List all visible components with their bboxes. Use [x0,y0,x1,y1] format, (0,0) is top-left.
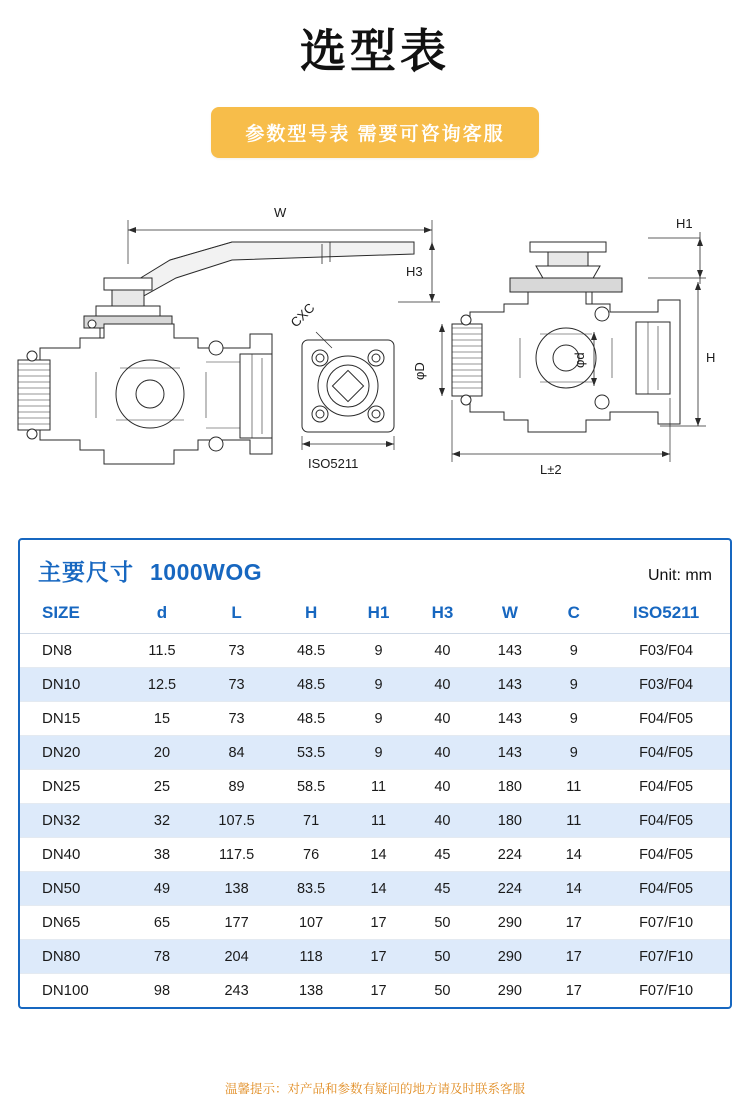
cell-size: DN10 [20,668,127,702]
cell-h3: 50 [410,906,474,940]
subtitle-banner [0,107,750,158]
cell-size: DN50 [20,872,127,906]
cell-h3: 40 [410,702,474,736]
cell-size: DN40 [20,838,127,872]
cell-c: 9 [545,702,602,736]
cell-c: 17 [545,906,602,940]
cell-size: DN100 [42,982,89,999]
cell-l: 107.5 [198,804,276,838]
cell-h1: 17 [370,982,387,999]
cell-size: DN20 [20,736,127,770]
cell-w: 224 [474,872,545,906]
cell-d: 15 [127,702,198,736]
table-row [20,668,730,702]
cell-iso: F03/F04 [602,668,730,702]
cell-h3: 40 [410,770,474,804]
cell-d: 20 [127,736,198,770]
valve-technical-drawing [0,172,750,502]
table-row [20,702,730,736]
column-header-iso5211: ISO5211 [602,595,730,634]
cell-h3: 45 [410,838,474,872]
dim-label-h: H [706,350,716,366]
column-header-d: d [127,595,198,634]
cell-d: 98 [153,982,171,999]
table-row [20,838,730,872]
cell-w: 180 [474,804,545,838]
cell-iso: F04/F05 [602,804,730,838]
cell-l: 84 [198,736,276,770]
cell-iso: F04/F05 [602,770,730,804]
cell-c: 9 [545,634,602,668]
column-header-h: H [276,595,347,634]
cell-h1: 14 [347,838,411,872]
cell-h: 118 [276,940,347,974]
dim-label-l: L±2 [540,462,562,478]
cell-h: 83.5 [276,872,347,906]
cell-h3: 50 [434,982,451,999]
column-header-h3: H3 [410,595,474,634]
cell-size: DN25 [20,770,127,804]
cell-h: 71 [276,804,347,838]
cell-h1: 17 [347,940,411,974]
cell-h: 76 [276,838,347,872]
subtitle-pill: 参数型号表 需要可咨询客服 [211,107,538,158]
cell-w: 224 [474,838,545,872]
cell-size: DN32 [20,804,127,838]
cell-c: 14 [545,838,602,872]
dim-label-phi-d-small: φd [572,352,587,369]
cell-d: 25 [127,770,198,804]
table-row [20,974,730,1008]
cell-h: 48.5 [276,668,347,702]
cell-iso: F03/F04 [602,634,730,668]
cell-h1: 9 [347,668,411,702]
cell-l: 177 [198,906,276,940]
cell-iso: F04/F05 [602,702,730,736]
cell-h3: 50 [410,940,474,974]
cell-h: 107 [276,906,347,940]
dimensions-table-card [18,538,732,1009]
cell-w: 143 [474,702,545,736]
cell-l: 117.5 [198,838,276,872]
cell-size: DN80 [20,940,127,974]
cell-iso: F04/F05 [602,872,730,906]
cell-d: 38 [127,838,198,872]
table-unit: Unit: mm [648,567,712,584]
cell-c: 17 [545,940,602,974]
cell-d: 78 [127,940,198,974]
footnote-text: 对产品和参数有疑问的地方请及时联系客服 [287,1082,526,1096]
column-header-w: W [474,595,545,634]
cell-h1: 11 [347,804,411,838]
cell-h3: 40 [410,668,474,702]
column-header-c: C [545,595,602,634]
cell-iso: F07/F10 [602,940,730,974]
cell-size: DN15 [20,702,127,736]
cell-h1: 14 [347,872,411,906]
table-header-row [20,595,730,634]
cell-l: 73 [198,668,276,702]
table-row [20,804,730,838]
table-row [20,634,730,668]
cell-h3: 40 [410,804,474,838]
cell-h: 48.5 [276,634,347,668]
cell-size: DN8 [20,634,127,668]
dim-label-cxc: CXC [287,300,318,331]
table-row [20,940,730,974]
dim-label-phi-d-big: φD [412,362,427,381]
cell-iso: F07/F10 [602,906,730,940]
cell-h: 48.5 [276,702,347,736]
column-header-h1: H1 [347,595,411,634]
cell-c: 9 [545,736,602,770]
cell-h1: 9 [347,736,411,770]
cell-l: 73 [198,702,276,736]
dim-label-w: W [274,205,287,221]
cell-l: 243 [224,982,249,999]
cell-iso: F07/F10 [639,982,694,999]
table-row [20,736,730,770]
cell-h: 53.5 [276,736,347,770]
cell-d: 12.5 [127,668,198,702]
footnote-label: 温馨提示： [224,1082,288,1096]
cell-w: 180 [474,770,545,804]
column-header-size: SIZE [20,595,127,634]
cell-h: 58.5 [276,770,347,804]
cell-w: 290 [474,940,545,974]
cell-size: DN65 [20,906,127,940]
cell-c: 17 [565,982,582,999]
cell-w: 143 [474,634,545,668]
table-row [20,872,730,906]
cell-c: 11 [545,770,602,804]
cell-l: 89 [198,770,276,804]
column-header-l: L [198,595,276,634]
cell-l: 204 [198,940,276,974]
cell-d: 49 [127,872,198,906]
cell-iso: F04/F05 [602,838,730,872]
cell-c: 14 [545,872,602,906]
label-iso5211: ISO5211 [308,456,359,472]
table-row [20,906,730,940]
dimensions-table [20,595,730,1007]
table-row [20,770,730,804]
footnote [0,1079,750,1097]
cell-d: 65 [127,906,198,940]
cell-h3: 45 [410,872,474,906]
cell-h: 138 [298,982,324,999]
cell-w: 290 [497,982,522,999]
page-title: 选型表 [300,25,450,77]
cell-h3: 40 [410,736,474,770]
cell-d: 11.5 [127,634,198,668]
cell-h3: 40 [410,634,474,668]
cell-c: 9 [545,668,602,702]
cell-c: 11 [545,804,602,838]
cell-h1: 9 [347,702,411,736]
cell-h1: 17 [347,906,411,940]
cell-w: 143 [474,736,545,770]
cell-l: 73 [198,634,276,668]
cell-l: 138 [198,872,276,906]
table-subtitle: 1000WOG [150,559,263,585]
cell-iso: F04/F05 [602,736,730,770]
table-header-bar [20,540,730,595]
cell-w: 290 [474,906,545,940]
dim-label-h3: H3 [406,264,423,280]
dim-label-h1: H1 [676,216,693,232]
cell-h1: 11 [347,770,411,804]
table-title: 主要尺寸 [38,559,134,585]
selection-table-page [0,26,750,1112]
cell-d: 32 [127,804,198,838]
cell-h1: 9 [347,634,411,668]
cell-w: 143 [474,668,545,702]
